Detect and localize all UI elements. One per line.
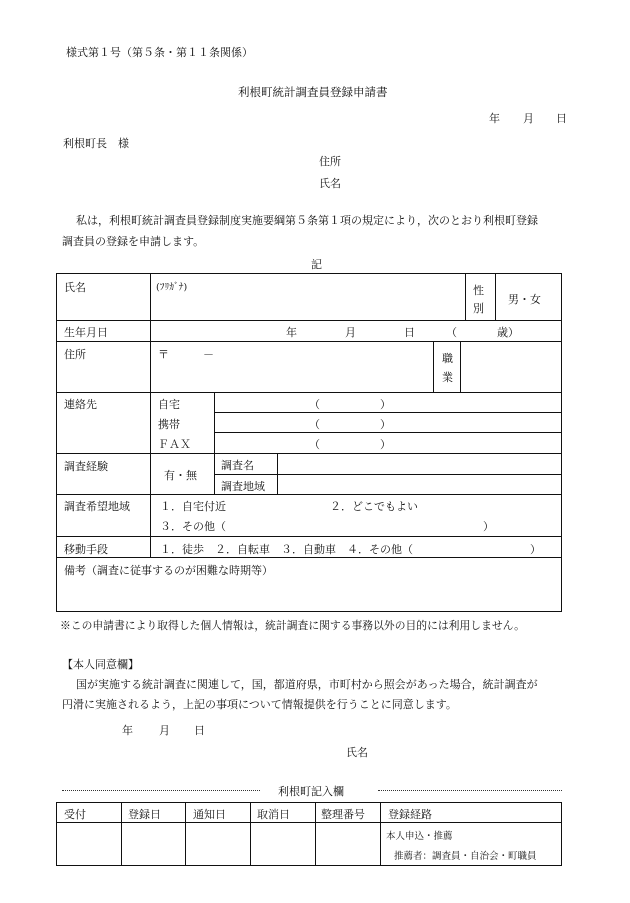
home-paren-close: ） (380, 398, 391, 411)
birth-age: 歳） (497, 326, 519, 339)
ki-mark: 記 (311, 258, 322, 271)
contact-home: 自宅 (158, 398, 180, 411)
area-option-2[interactable]: ２．どこでもよい (330, 500, 418, 513)
office-route-line-1: 本人申込・推薦 (386, 831, 453, 842)
office-heading: 利根町記入欄 (278, 785, 344, 798)
postal-mark: 〒 (158, 348, 169, 361)
home-paren-open: （ (309, 398, 320, 411)
consent-line-1: 国が実施する統計調査に関連して，国，都道府県，市町村から照会があった場合，統計調査が (76, 678, 538, 691)
consent-month: 月 (159, 724, 170, 737)
birth-label: 生年月日 (64, 326, 108, 339)
contact-mobile: 携帯 (158, 418, 180, 431)
applicant-address-label: 住所 (319, 155, 341, 168)
job-label-1: 職 (442, 352, 453, 365)
transport-label: 移動手段 (64, 543, 108, 556)
sex-options[interactable]: 男・女 (508, 293, 541, 306)
sex-label-1: 性 (473, 284, 484, 297)
area-option-3[interactable]: ３．その他（ (160, 520, 226, 533)
remarks-label: 備考（調査に従事するのが困難な時期等） (64, 564, 273, 577)
office-header-notified: 通知日 (193, 808, 226, 821)
fax-paren-open: （ (309, 438, 320, 451)
consent-line-2: 円滑に実施されるよう，上記の事項について情報提供を行うことに同意します。 (62, 698, 457, 711)
contact-label: 連絡先 (64, 398, 97, 411)
area-option-1[interactable]: １．自宅付近 (160, 500, 226, 513)
office-header-reception: 受付 (64, 808, 86, 821)
area-label: 調査希望地域 (64, 500, 130, 513)
office-header-registered: 登録日 (128, 808, 161, 821)
office-header-cancelled: 取消日 (257, 808, 290, 821)
office-route-line-2: 推薦者：調査員・自治会・町職員 (394, 851, 537, 862)
survey-name-label: 調査名 (221, 459, 254, 472)
mobile-paren-open: （ (309, 418, 320, 431)
addressee: 利根町長 様 (63, 137, 129, 150)
area-option-3-close: ） (483, 520, 494, 533)
consent-year: 年 (122, 724, 133, 737)
transport-close: ） (530, 543, 541, 556)
job-label-2: 業 (442, 371, 453, 384)
privacy-note: ※この申請書により取得した個人情報は，統計調査に関する事務以外の目的には利用しません。 (60, 619, 525, 632)
sex-label-2: 別 (473, 302, 484, 315)
contact-fax: ＦＡＸ (158, 438, 191, 451)
experience-label: 調査経験 (64, 460, 108, 473)
fax-paren-close: ） (380, 438, 391, 451)
postal-dash: － (203, 348, 214, 361)
date-year: 年 (489, 112, 500, 125)
page-title: 利根町統計調査員登録申請書 (238, 85, 388, 99)
intro-line-1: 私は，利根町統計調査員登録制度実施要綱第５条第１項の規定により，次のとおり利根町登録 (76, 214, 538, 227)
survey-area-label: 調査地域 (221, 480, 265, 493)
experience-options[interactable]: 有・無 (164, 469, 197, 482)
form-number: 様式第１号（第５条・第１１条関係） (66, 46, 253, 59)
birth-year: 年 (286, 326, 297, 339)
date-month: 月 (523, 112, 534, 125)
birth-age-open: （ (446, 326, 457, 339)
transport-options[interactable]: １．徒歩 ２．自転車 ３．自動車 ４．その他（ (160, 543, 413, 556)
mobile-paren-close: ） (380, 418, 391, 431)
address-label: 住所 (64, 348, 86, 361)
office-header-route: 登録経路 (388, 808, 432, 821)
intro-line-2: 調査員の登録を申請します。 (62, 235, 205, 248)
date-day: 日 (556, 112, 567, 125)
consent-day: 日 (194, 724, 205, 737)
furigana-label: (ﾌﾘｶﾞﾅ) (156, 282, 188, 293)
birth-day: 日 (404, 326, 415, 339)
birth-month: 月 (345, 326, 356, 339)
name-label: 氏名 (64, 281, 86, 294)
applicant-name-label: 氏名 (319, 177, 341, 190)
office-header-reference: 整理番号 (321, 808, 365, 821)
consent-heading: 【本人同意欄】 (62, 658, 139, 671)
consent-name-label: 氏名 (346, 746, 368, 759)
